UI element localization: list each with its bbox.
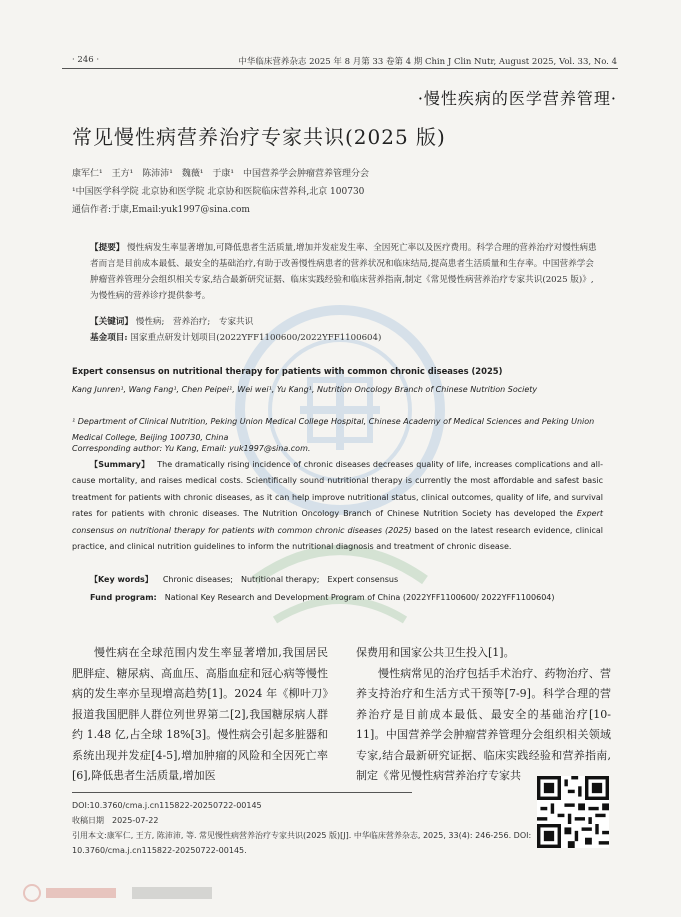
english-authors: Kang Junren¹, Wang Fang¹, Chen Peipei¹, Wei wei¹, Yu Kang¹, Nutrition Oncology Branch of Chinese Nutrition Society [72,385,538,394]
keywords-text: 慢性病; 营养治疗; 专家共识 [135,317,254,327]
abstract-label: 【提要】 [90,243,125,253]
body-column-right [356,643,611,787]
footer-divider [72,792,412,793]
publisher-stamp-watermark [22,883,222,903]
summary-text-end: based on the latest research evidence, clinical practice, and clinical nutrition guidelines to inform the nutritional diagnosis and treatment of chronic disease. [72,525,603,552]
english-keywords [90,574,603,585]
english-affiliation: ¹ Department of Clinical Nutrition, Peking Union Medical College Hospital, Chinese Academy of Medical Sciences and Peking Union Medical College, Beijing 100730, China [72,417,595,442]
chinese-fund [90,330,600,346]
qr-code-icon[interactable] [537,776,609,848]
paper-title: 常见慢性病营养治疗专家共识(2025 版) [72,125,446,149]
fund-text-en: National Key Research and Development Program of China (2022YFF1100600/ 2022YFF1100604) [164,593,555,602]
english-corresponding: Corresponding author: Yu Kang, Email: yuk1997@sina.com. [72,444,311,453]
affiliation: ¹中国医学科学院 北京协和医学院 北京协和医院临床营养科,北京 100730 [72,187,365,197]
english-title: Expert consensus on nutritional therapy for patients with common chronic diseases (2025) [72,366,503,376]
summary-text: The dramatically rising incidence of chronic diseases decreases quality of life, increases complications and all-cause mortality, and raises medical costs. Scientifically sound nutritional therapy is currently the most affordable and safest basic treatment for patients with chronic diseases, as it can help improve nutritional status, clinical outcomes, quality of life, and survival rates for patients with chronic diseases. The Nutrition Oncology Branch of Chinese Nutrition Society has developed the [72,460,603,519]
body-paragraph: 慢性病常见的治疗包括手术治疗、药物治疗、营养支持治疗和生活方式干预等[7-9]。科学合理的营养治疗是目前成本最低、最安全的基础治疗[10-11]。中国营养学会肿瘤营养管理分会组织相关领域专家,结合最新研究证据、临床实践经验和营养指南,制定《常见慢性病营养治疗专家共 [356,666,611,782]
keywords-label-en: 【Key words】 [90,575,153,584]
fund-label-en: Fund program: [90,593,157,602]
corresponding-author: 通信作者:于康,Email:yuk1997@sina.com [72,205,250,215]
journal-info: 中华临床营养杂志 2025 年 8 月第 33 卷第 4 期 Chin J Clin Nutr, August 2025, Vol. 33, No. 4 [238,57,617,67]
summary-italic-title: Expert consensus on nutritional therapy for patients with common chronic diseases (2025) [72,509,603,535]
chinese-keywords [90,314,600,330]
citation: 引用本文:康军仁, 王方, 陈沛沛, 等. 常见慢性病营养治疗专家共识(2025 版)[J]. 中华临床营养杂志, 2025, 33(4): 246-256. DOI: 10.3760/cma.j.cn115822-20250722-00145. [72,831,532,855]
english-fund [72,590,603,606]
column-title: ·慢性疾病的医学营养管理· [417,89,617,108]
fund-label: 基金项目: [90,333,128,343]
page-number: · 246 · [72,55,100,65]
body-paragraph-continued: 保费用和国家公共卫生投入[1]。 [356,646,515,659]
summary-label: 【Summary】 [90,460,150,469]
abstract-text: 慢性病发生率显著增加,可降低患者生活质量,增加并发症发生率、全因死亡率以及医疗费用。科学合理的营养治疗对慢性病患者而言是目前成本最低、最安全的基础治疗,有助于改善慢性病患者的营养状况和临床结局,提高患者生活质量和生存率。中国营养学会肿瘤营养管理分会组织相关专家,结合最新研究证据、临床实践经验和临床营养指南,制定《常见慢性病营养治疗专家共识(2025 版)》,为慢性病的营养诊疗提供参考。 [90,243,597,301]
header-divider [62,68,618,69]
keywords-label: 【关键词】 [90,317,133,327]
fund-text: 国家重点研发计划项目(2022YFF1100600/2022YFF1100604) [130,333,382,343]
author-list: 康军仁¹ 王方¹ 陈沛沛¹ 魏薇¹ 于康¹ 中国营养学会肿瘤营养管理分会 [72,169,370,179]
chinese-abstract [90,240,600,304]
keywords-text-en: Chronic diseases; Nutritional therapy; Expert consensus [162,575,399,584]
received-date: 收稿日期 2025-07-22 [72,816,159,825]
body-column-left: 慢性病在全球范围内发生率显著增加,我国居民肥胖症、糖尿病、高血压、高脂血症和冠心病等慢性病的发生率亦呈现增高趋势[1]。2024 年《柳叶刀》报道我国肥胖人群位列世界第二[2],我国糖尿病人群约 1.48 亿,占全球 18%[3]。慢性病会引起多脏器和系统出现并发症[4-5],增加肿瘤的风险和全因死亡率[6],降低患者生活质量,增加医 [72,646,328,782]
doi[interactable]: DOI:10.3760/cma.j.cn115822-20250722-00145 [72,801,262,810]
english-summary [72,457,603,555]
